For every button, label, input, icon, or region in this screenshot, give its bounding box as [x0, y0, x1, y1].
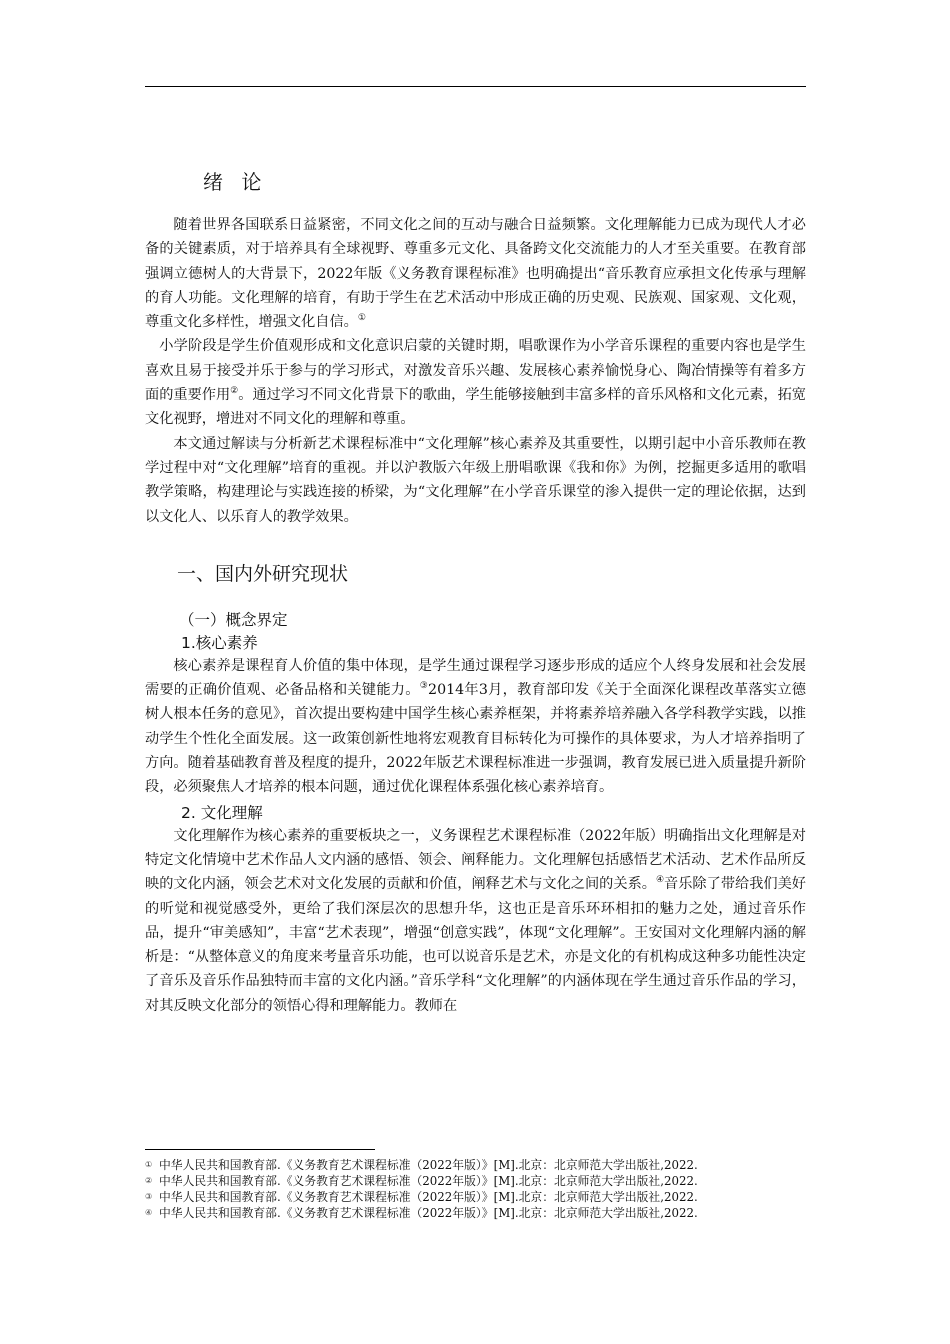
footnote-item: ① 中华人民共和国教育部.《义务教育艺术课程标准（2022年版）》[M].北京：北京师范大学出版社,2022.: [145, 1158, 698, 1172]
footnote-item: ④ 中华人民共和国教育部.《义务教育艺术课程标准（2022年版）》[M].北京：北京师范大学出版社,2022.: [145, 1206, 698, 1220]
item-cultural-understanding-title: 2. 文化理解: [181, 803, 263, 822]
page-body: [145, 166, 806, 1018]
footnote-separator: [145, 1149, 375, 1150]
intro-paragraph-1: 随着世界各国联系日益紧密，不同文化之间的互动与融合日益频繁。文化理解能力已成为现代人才必备的关键素质，对于培养具有全球视野、尊重多元文化、具备跨文化交流能力的人才至关重要。在教育部强调立德树人的大背景下，2022年版《义务教育课程标准》也明确提出“音乐教育应承担文化传承与理解的育人功能。文化理解的培育，有助于学生在艺术活动中形成正确的历史观、民族观、国家观、文化观，尊重文化多样性，增强文化自信。①: [145, 217, 806, 331]
intro-paragraph-3: 本文通过解读与分析新艺术课程标准中“文化理解”核心素养及其重要性，以期引起中小音乐教师在教学过程中对“文化理解”培育的重视。并以沪教版六年级上册唱歌课《我和你》为例，挖掘更多适用的歌唱教学策略，构建理论与实践连接的桥梁，为“文化理解”在小学音乐课堂的渗入提供一定的理论依据，达到以文化人、以乐育人的教学效果。: [145, 435, 806, 525]
footnote-ref-3[interactable]: ③: [419, 681, 429, 692]
footnote-item: ③ 中华人民共和国教育部.《义务教育艺术课程标准（2022年版）》[M].北京：北京师范大学出版社,2022.: [145, 1190, 698, 1204]
footnotes: [145, 1157, 806, 1221]
footnote-ref-1[interactable]: ①: [357, 313, 366, 324]
cultural-understanding-paragraph: 文化理解作为核心素养的重要板块之一，义务课程艺术课程标准（2022年版）明确指出文化理解是对特定文化情境中艺术作品人文内涵的感悟、领会、阐释能力。文化理解包括感悟艺术活动、艺术作品所反映的文化内涵，领会艺术对文化发展的贡献和价值，阐释艺术与文化之间的关系。④音乐除了带给我们美好的听觉和视觉感受外，更给了我们深层次的思想升华，这也正是音乐环环相扣的魅力之处，通过音乐作品，提升“审美感知”，丰富“艺术表现”，增强“创意实践”，体现“文化理解”。王安国对文化理解内涵的解析是：“从整体意义的角度来考量音乐功能，也可以说音乐是艺术，亦是文化的有机构成这种多功能性决定了音乐及音乐作品独特而丰富的文化内涵。”音乐学科“文化理解”的内涵体现在学生通过音乐作品的学习，对其反映文化部分的领悟心得和理解能力。教师在: [145, 827, 806, 1014]
intro-heading: 绪 论: [203, 170, 268, 194]
section-1-title: 一、国内外研究现状: [177, 562, 349, 585]
core-literacy-paragraph: 核心素养是课程育人价值的集中体现，是学生通过课程学习逐步形成的适应个人终身发展和社会发展需要的正确价值观、必备品格和关键能力。③2014年3月，教育部印发《关于全面深化课程改革落实立德树人根本任务的意见》，首次提出要构建中国学生核心素养框架，并将素养培养融入各学科教学实践，以推动学生个性化全面发展。这一政策创新性地将宏观教育目标转化为可操作的具体要求，为人才培养指明了方向。随着基础教育普及程度的提升，2022年版艺术课程标准进一步强调，教育发展已进入质量提升新阶段，必须聚焦人才培养的根本问题，通过优化课程体系强化核心素养培育。: [145, 657, 806, 796]
subsection-concept-title: （一）概念界定: [179, 610, 288, 629]
item-core-literacy-title: 1.核心素养: [181, 633, 258, 652]
header-rule: [145, 86, 806, 87]
intro-paragraph-2: 小学阶段是学生价值观形成和文化意识启蒙的关键时期，唱歌课作为小学音乐课程的重要内容也是学生喜欢且易于接受并乐于参与的学习形式，对激发音乐兴趣、发展核心素养愉悦身心、陶冶情操等有着多方面的重要作用②。通过学习不同文化背景下的歌曲，学生能够接触到丰富多样的音乐风格和文化元素，拓宽文化视野，增进对不同文化的理解和尊重。: [145, 338, 806, 428]
footnote-ref-2[interactable]: ②: [230, 386, 239, 397]
footnote-ref-4[interactable]: ④: [655, 875, 665, 886]
footnote-item: ② 中华人民共和国教育部.《义务教育艺术课程标准（2022年版）》[M].北京：北京师范大学出版社,2022.: [145, 1174, 698, 1188]
